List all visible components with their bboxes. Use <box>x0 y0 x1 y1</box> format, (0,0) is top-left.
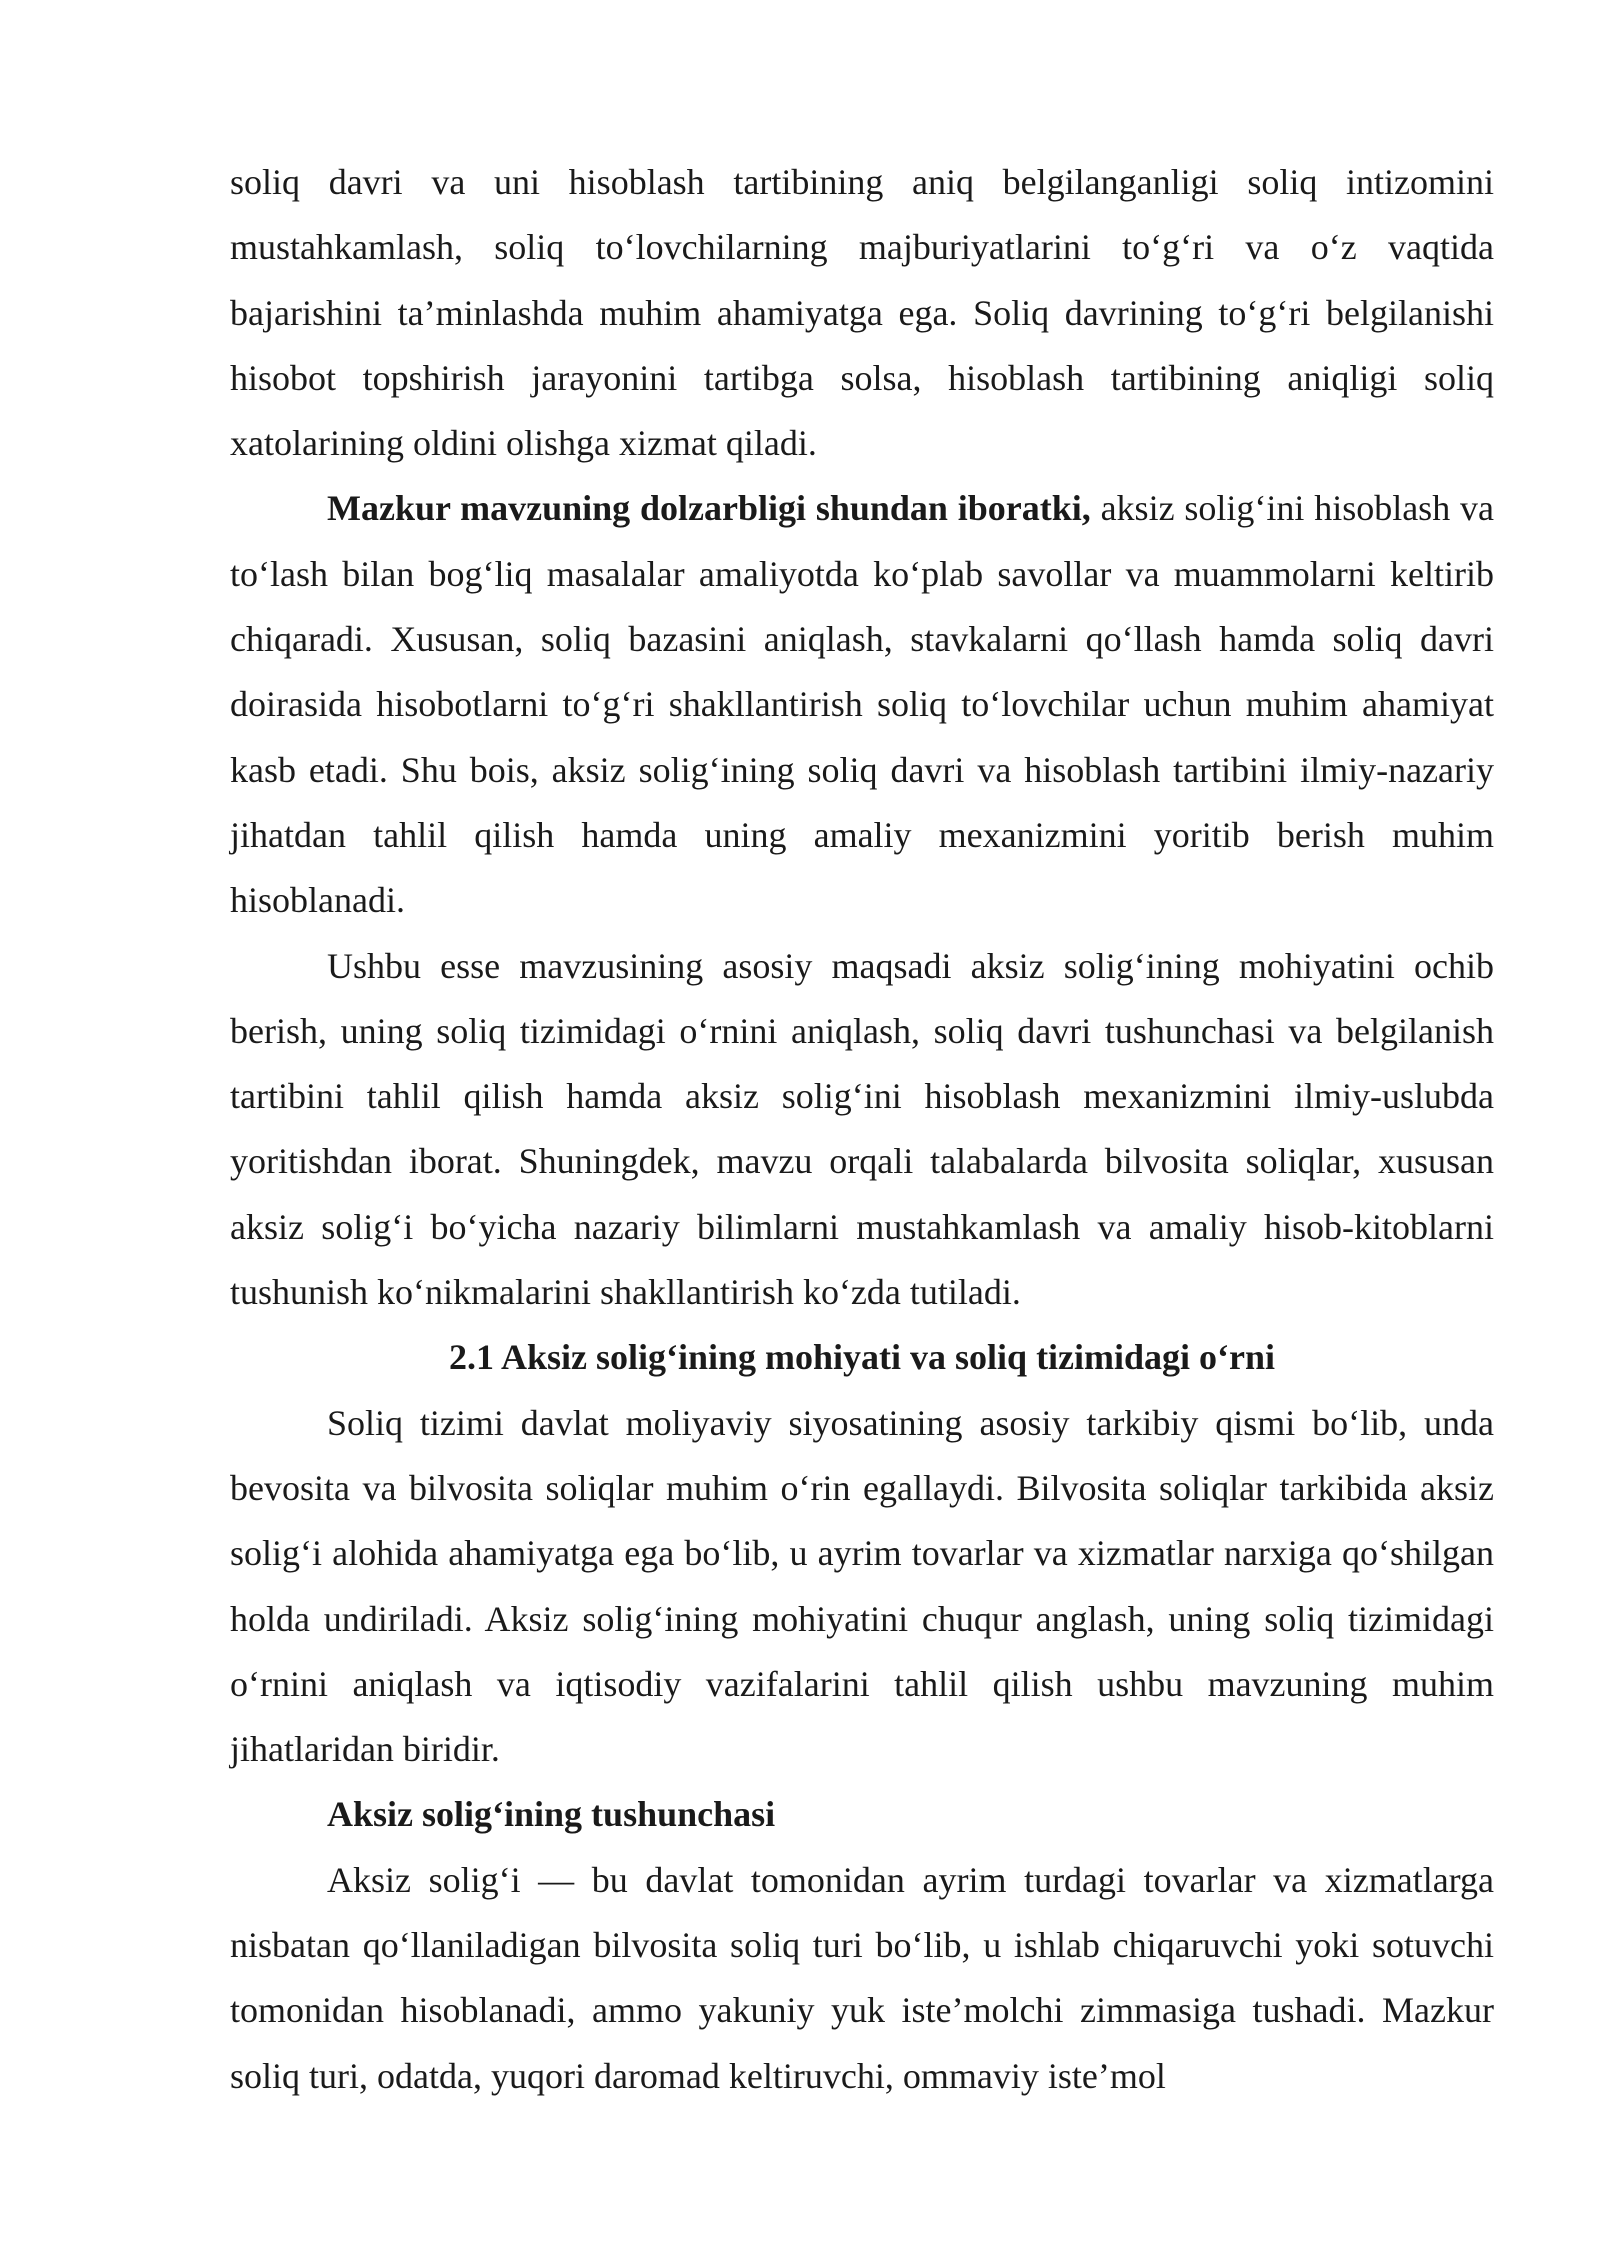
paragraph-definition: Aksiz solig‘i — bu davlat tomonidan ayrim turdagi tovarlar va xizmatlarga nisbatan qo‘llaniladigan bilvosita soliq turi bo‘lib, u ishlab chiqaruvchi yoki sotuvchi tomonidan hisoblanadi, ammo yakuniy yuk iste’molchi zimmasiga tushadi. Mazkur soliq turi, odatda, yuqori daromad keltiruvchi, ommaviy iste’mol <box>230 1859 1494 2096</box>
paragraph-purpose: Ushbu esse mavzusining asosiy maqsadi aksiz solig‘ining mohiyatini ochib berish, uning soliq tizimidagi o‘rnini aniqlash, soliq davri tushunchasi va belgilanish tartibini tahlil qilish hamda aksiz solig‘ini hisoblash mexanizmini ilmiy-uslubda yoritishdan iborat. Shuningdek, mavzu orqali talabalarda bilvosita soliqlar, xususan aksiz solig‘i bo‘yicha nazariy bilimlarni mustahkamlash va amaliy hisob-kitoblarni tushunish ko‘nikmalarini shakllantirish ko‘zda tutiladi. <box>230 945 1494 1313</box>
paragraph-tax-system: Soliq tizimi davlat moliyaviy siyosatining asosiy tarkibiy qismi bo‘lib, unda bevosita va bilvosita soliqlar muhim o‘rin egallaydi. Bilvosita soliqlar tarkibida aksiz solig‘i alohida ahamiyatga ega bo‘lib, u ayrim tovarlar va xizmatlar narxiga qo‘shilgan holda undiriladi. Aksiz solig‘ining mohiyatini chuqur anglash, uning soliq tizimidagi o‘rnini aniqlash va iqtisodiy vazifalarini tahlil qilish ushbu mavzuning muhim jihatlaridan biridir. <box>230 1402 1494 1770</box>
subheading-concept: Aksiz solig‘ining tushunchasi <box>327 1794 776 1835</box>
relevance-text: aksiz solig‘ini hisoblash va to‘lash bilan bog‘liq masalalar amaliyotda ko‘plab savollar va muammolarni keltirib chiqaradi. Xususan, soliq bazasini aniqlash, stavkalarni qo‘llash hamda soliq davri doirasida hisobotlarni to‘g‘ri shakllantirish soliq to‘lovchilar uchun muhim ahamiyat kasb etadi. Shu bois, aksiz solig‘ining soliq davri va hisoblash tartibini ilmiy-nazariy jihatdan tahlil qilish hamda uning amaliy mexanizmini yoritib berish muhim hisoblanadi. <box>230 488 1494 921</box>
relevance-lead: Mazkur mavzuning dolzarbligi shundan iboratki, <box>327 488 1091 529</box>
document-page <box>230 150 1494 2109</box>
section-heading: 2.1 Aksiz solig‘ining mohiyati va soliq tizimidagi o‘rni <box>448 1337 1276 1378</box>
paragraph-relevance <box>230 476 1494 933</box>
paragraph-intro: soliq davri va uni hisoblash tartibining aniq belgilanganligi soliq intizomini mustahkamlash, soliq to‘lovchilarning majburiyatlarini to‘g‘ri va o‘z vaqtida bajarishini ta’minlashda muhim ahamiyatga ega. Soliq davrining to‘g‘ri belgilanishi hisobot topshirish jarayonini tartibga solsa, hisoblash tartibining aniqligi soliq xatolarining oldini olishga xizmat qiladi. <box>230 162 1494 464</box>
